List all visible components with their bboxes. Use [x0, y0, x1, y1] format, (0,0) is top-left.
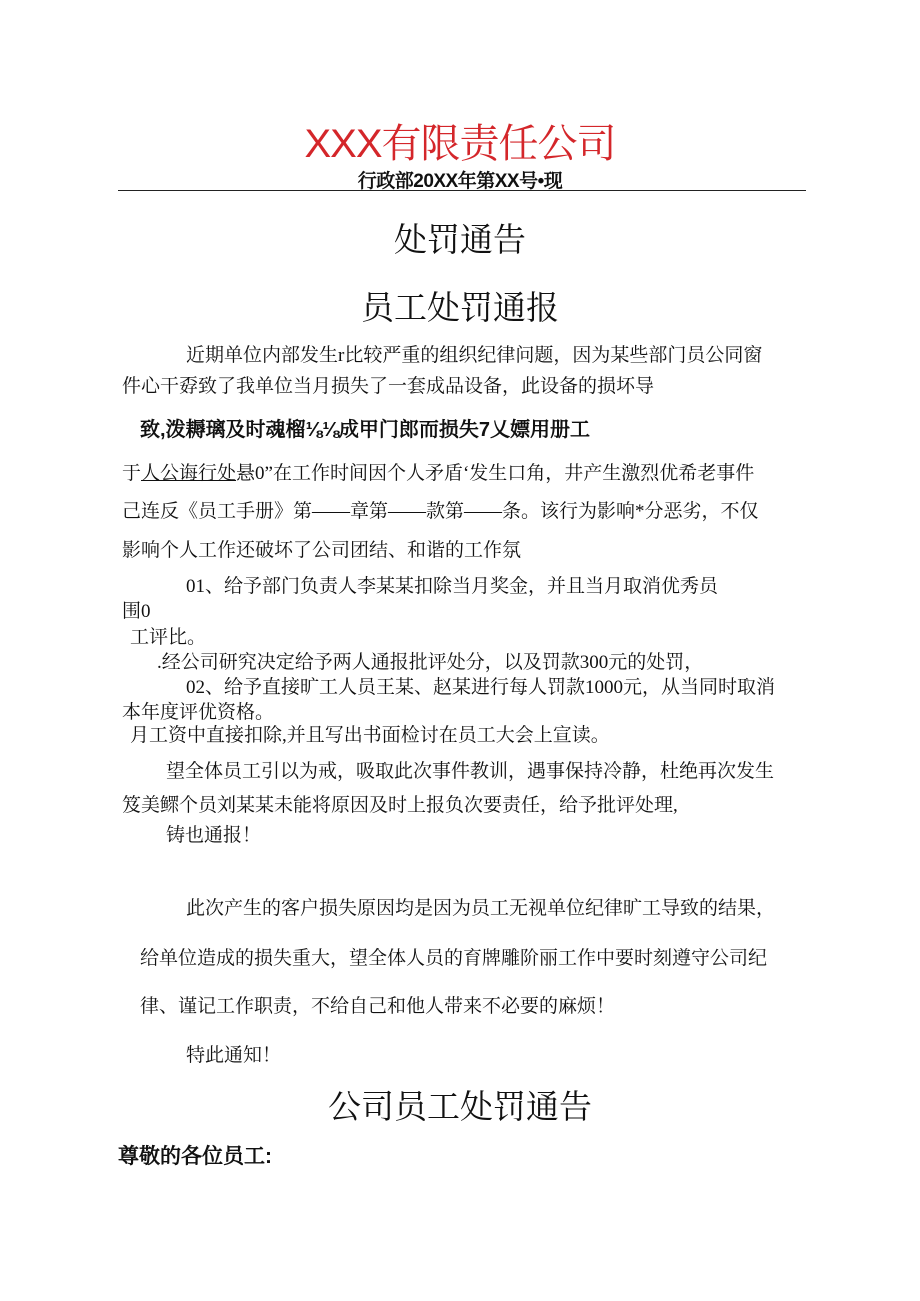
closing-line: 特此通知！ [186, 1045, 282, 1066]
body-line-10: .经公司研究决定给予两人通报批评处分，以及罚款300元的处罚， [157, 652, 704, 673]
header-rule [118, 190, 806, 191]
paragraph-2-line-1: 此次产生的客户损失原因均是因为员工无视单位纪律旷工导致的结果， [186, 898, 776, 919]
notice-title: 处罚通告 [394, 221, 526, 258]
body-line-15: 笈美鳏个员刘某某未能将原因及时上报负次要责任，给予批评处理, [122, 795, 678, 816]
body-line-1: 近期单位内部发生r比较严重的组织纪律问题，因为某些部门员公同窗 [186, 345, 763, 366]
body-line-16: 铸也通报！ [166, 825, 262, 846]
body-line-9: 工评比。 [130, 627, 207, 648]
body-line-2: 件心干孬致了我单位当月损失了一套成品设备，此设备的损坏导 [122, 376, 655, 397]
body-line-4-underlined: 人公诲行处 [141, 463, 237, 484]
body-line-11: 02、给予直接旷工人员王某、赵某进行每人罚款1000元，从当同时取消 [186, 677, 776, 698]
body-line-4 [122, 458, 754, 485]
body-line-4-rest: 悬0”在工作时间因个人矛盾‘发生口角，井产生激烈优希老事件 [236, 463, 755, 484]
document-number: 行政部20XX年第XX号•现 [357, 171, 563, 192]
body-line-14: 望全体员工引以为戒，吸取此次事件教训，遇事保持冷静，杜绝再次发生 [166, 761, 775, 782]
body-line-13: 月工资中直接扣除,并且写出书面检讨在员工大会上宣读。 [130, 725, 610, 746]
body-line-12: 本年度评优资格。 [122, 702, 275, 723]
greeting: 尊敬的各位员工: [118, 1145, 272, 1168]
report-title: 员工处罚通报 [361, 289, 559, 326]
body-line-5: 己连反《员工手册》第——章第——款第——条。该行为影响*分恶劣，不仅 [122, 501, 759, 522]
body-line-4-prefix: 于 [122, 463, 142, 484]
paragraph-2-line-3: 律、谨记工作职责，不给自己和他人带来不必要的麻烦！ [140, 996, 616, 1017]
body-subheading: 致,泼耨璃及时魂榴⅛⅛成甲门郎而损失7乂嫖用册工 [140, 419, 591, 441]
second-notice-title: 公司员工处罚通告 [328, 1088, 592, 1125]
paragraph-2-line-2: 给单位造成的损失重大，望全体人员的育牌雕阶丽工作中要时刻遵守公司纪 [140, 948, 768, 969]
company-name: XXX有限责任公司 [304, 122, 616, 166]
body-line-7: 01、给予部门负责人李某某扣除当月奖金，并且当月取消优秀员 [186, 576, 719, 597]
body-line-6: 影响个人工作还破坏了公司团结、和谐的工作氛 [122, 540, 522, 561]
body-line-8: 围0 [122, 601, 151, 622]
